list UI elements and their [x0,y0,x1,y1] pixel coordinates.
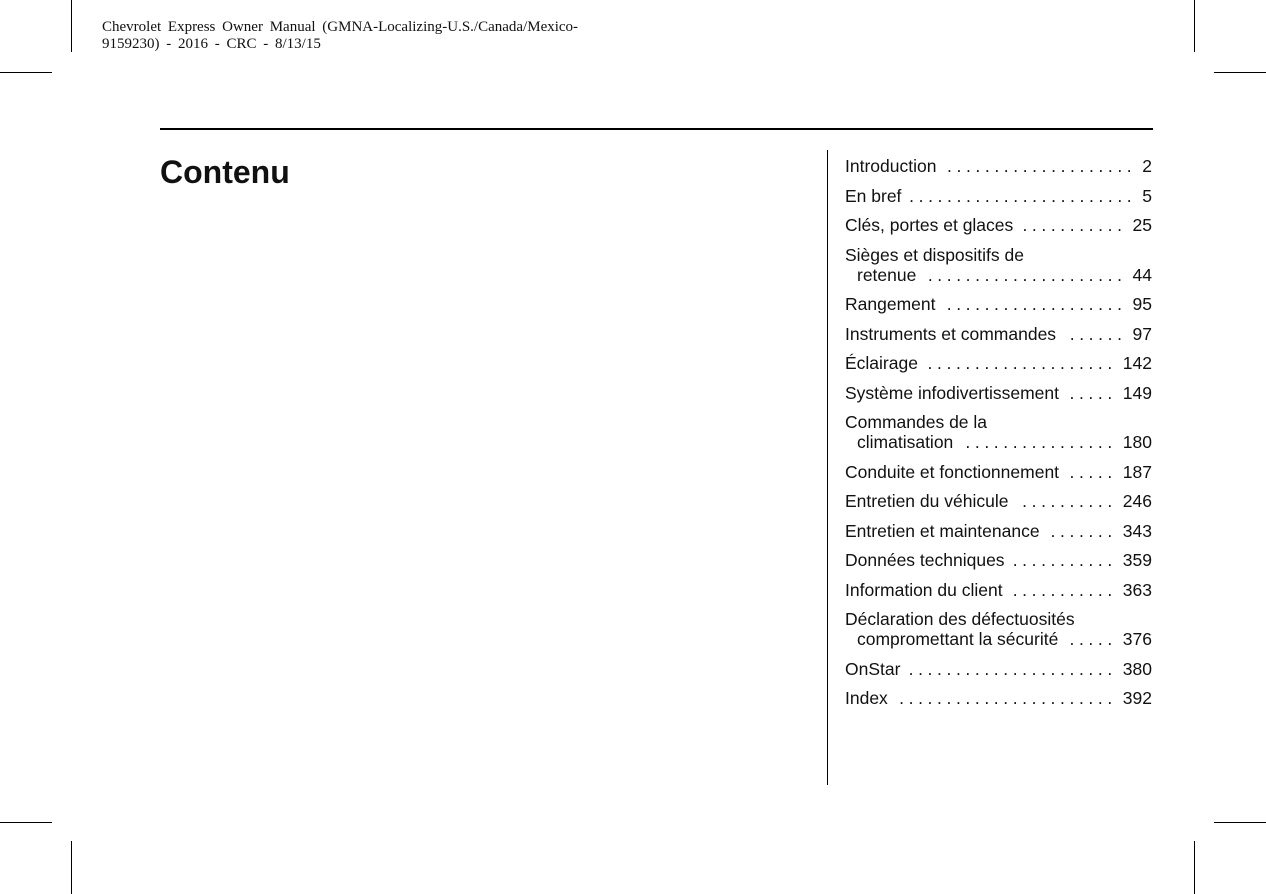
toc-entry-page-number: 246 [1122,491,1152,511]
toc-entry[interactable] [845,156,1152,176]
running-header-line-1: Chevrolet Express Owner Manual (GMNA-Localizing-U.S./Canada/Mexico- [102,19,579,35]
crop-mark-top-right-horizontal [1214,72,1266,73]
crop-mark-bottom-left-horizontal [0,822,52,823]
toc-entry-line [845,215,1152,235]
toc-dot-leader [924,265,1126,285]
toc-entry[interactable] [845,186,1152,206]
toc-entry-line [845,580,1152,600]
toc-entry-page-number: 95 [1132,294,1152,314]
toc-entry[interactable] [845,353,1152,373]
toc-entry-label-line-1: Déclaration des défectuosités [845,609,1075,629]
toc-entry[interactable] [845,383,1152,403]
toc-entry-line [845,432,1152,452]
toc-entry-page-number: 180 [1122,432,1152,452]
toc-dot-leader [1048,521,1117,541]
toc-entry-page-number: 392 [1122,688,1152,708]
toc-entry-line [845,186,1152,206]
toc-entry-label: Entretien et maintenance [845,520,1040,541]
running-header [102,19,662,53]
crop-mark-top-left-vertical [71,0,72,52]
toc-dot-leader [1021,215,1126,235]
toc-entry-page-number: 343 [1122,520,1152,541]
toc-entry-label: Clés, portes et glaces [845,215,1014,235]
toc-dot-leader [908,659,1116,679]
toc-entry-page-number: 380 [1122,658,1152,679]
toc-entry[interactable] [845,294,1152,314]
toc-entry-label: Système infodivertissement [845,382,1059,403]
toc-dot-leader [1066,629,1116,649]
toc-entry-line [845,550,1152,570]
toc-entry[interactable] [845,462,1152,482]
toc-entry-label: Conduite et fonctionnement [845,461,1060,482]
toc-entry-label: Éclairage [845,353,918,373]
toc-dot-leader [1067,383,1117,403]
toc-dot-leader [1011,580,1117,600]
toc-entry-page-number: 187 [1122,461,1152,482]
toc-entry[interactable] [845,659,1152,679]
toc-dot-leader [944,156,1136,176]
toc-entry-label: Index [845,688,888,708]
toc-dot-leader [1016,491,1116,511]
toc-entry-label: climatisation [857,432,954,452]
toc-entry-label: Entretien du véhicule [845,491,1009,511]
page-title: Contenu [160,154,290,190]
toc-entry-page-number: 2 [1142,156,1152,176]
toc-dot-leader [909,186,1136,206]
toc-entry-page-number: 44 [1132,264,1152,285]
crop-mark-top-left-horizontal [0,72,52,73]
toc-entry-page-number: 149 [1122,382,1152,403]
toc-entry-page-number: 142 [1122,353,1152,373]
toc-entry-label-line-1: Sièges et dispositifs de [845,244,1024,265]
toc-entry-line [845,659,1152,679]
table-of-contents [845,156,1152,718]
toc-entry-line [845,491,1152,511]
toc-dot-leader [943,294,1126,314]
toc-dot-leader [1013,550,1117,570]
toc-entry-line [845,462,1152,482]
toc-entry-label: En bref [845,185,902,206]
crop-mark-top-right-vertical [1194,0,1195,52]
toc-dot-leader [896,688,1117,708]
toc-entry[interactable] [845,609,1152,649]
toc-entry-label: Rangement [845,294,936,314]
toc-entry-label: OnStar [845,658,901,679]
toc-entry[interactable] [845,324,1152,344]
toc-entry[interactable] [845,412,1152,452]
toc-entry-line [845,383,1152,403]
crop-mark-bottom-right-vertical [1194,841,1195,894]
toc-entry-page-number: 25 [1132,215,1152,235]
toc-entry-line [845,324,1152,344]
toc-entry-line [845,521,1152,541]
toc-entry-label: Instruments et commandes [845,323,1057,344]
toc-entry-line [845,294,1152,314]
toc-entry[interactable] [845,580,1152,600]
toc-entry-label-line-1: Commandes de la [845,412,988,432]
toc-entry-page-number: 363 [1122,579,1152,600]
toc-entry-page-number: 97 [1132,323,1152,344]
toc-dot-leader [961,432,1117,452]
toc-entry-page-number: 5 [1142,185,1152,206]
toc-entry-line [845,688,1152,708]
toc-entry[interactable] [845,215,1152,235]
toc-entry-line [845,353,1152,373]
toc-entry-line [845,156,1152,176]
toc-entry[interactable] [845,491,1152,511]
toc-entry[interactable] [845,688,1152,708]
toc-entry-label: compromettant la sécurité [857,629,1059,649]
crop-mark-bottom-right-horizontal [1214,822,1266,823]
toc-entry[interactable] [845,550,1152,570]
top-rule [160,128,1153,130]
toc-entry-line [845,629,1152,649]
toc-entry-line [845,265,1152,285]
column-divider [827,150,828,785]
toc-dot-leader [926,353,1117,373]
toc-entry-label: Information du client [845,579,1003,600]
toc-entry-label: retenue [857,264,917,285]
crop-mark-bottom-left-vertical [71,841,72,894]
toc-dot-leader [1067,462,1117,482]
toc-entry-page-number: 359 [1122,550,1152,570]
running-header-line-2: 9159230) - 2016 - CRC - 8/13/15 [102,36,321,52]
toc-entry-page-number: 376 [1122,629,1152,649]
toc-entry-label: Introduction [845,156,937,176]
toc-dot-leader [1064,324,1126,344]
toc-entry[interactable] [845,521,1152,541]
toc-entry[interactable] [845,245,1152,285]
toc-entry-label: Données techniques [845,550,1005,570]
